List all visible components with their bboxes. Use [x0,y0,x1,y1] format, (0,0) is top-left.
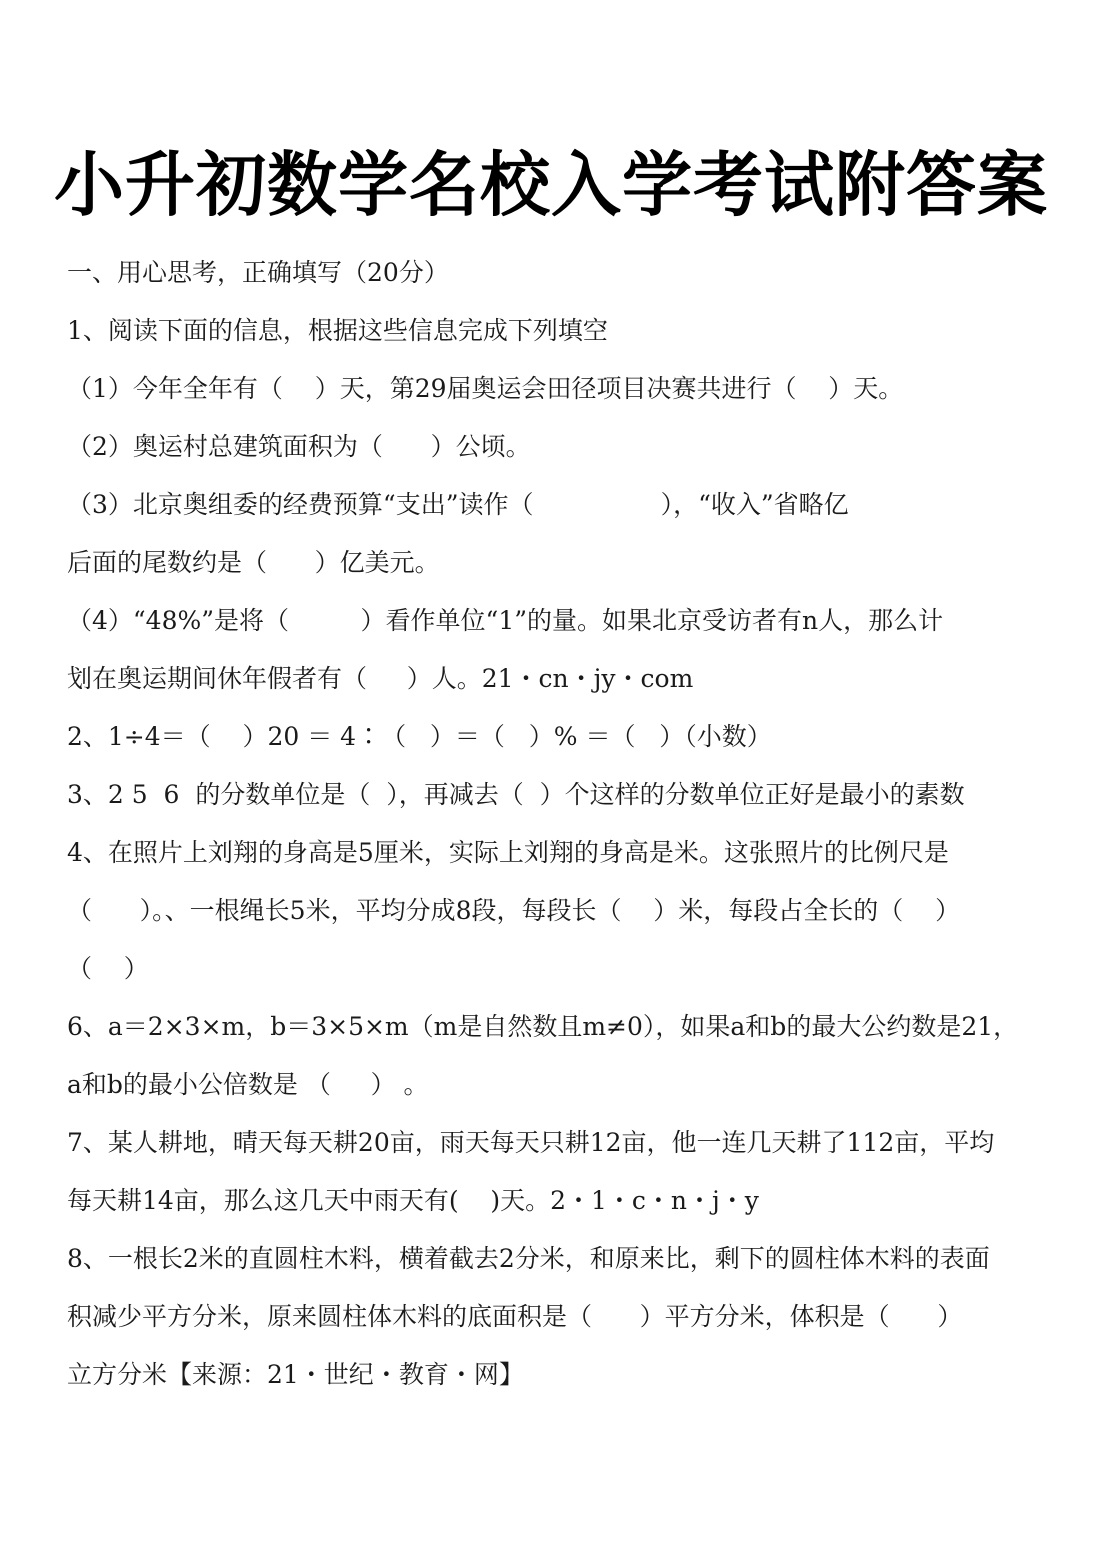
question-6-cont: a和b的最小公倍数是 （ ） 。 [67,1070,429,1099]
question-7: 7、某人耕地，晴天每天耕20亩，雨天每天只耕12亩，他一连几天耕了112亩，平均 [67,1128,995,1157]
question-3: 3、2 5 6 的分数单位是（ ），再减去（ ）个这样的分数单位正好是最小的素数 [67,780,965,809]
question-1-part-3: （3）北京奥组委的经费预算“支出”读作（ ），“收入”省略亿 [67,490,849,519]
question-4-cont-2: （ ） [67,954,149,983]
question-6: 6、a＝2×3×m，b＝3×5×m（m是自然数且m≠0），如果a和b的最大公约数是21， [67,1012,1019,1041]
question-1-part-2: （2）奥运村总建筑面积为（ ）公顷。 [67,432,531,461]
page-title: 小升初数学名校入学考试附答案 [54,144,1048,226]
question-2: 2、1÷4＝（ ）20 ＝ 4∶（ ）＝（ ）% ＝（ ）（小数） [67,722,772,751]
question-7-cont: 每天耕14亩，那么这几天中雨天有( )天。2・1・c・n・j・y [67,1186,759,1215]
question-4: 4、在照片上刘翔的身高是5厘米，实际上刘翔的身高是米。这张照片的比例尺是 [67,838,949,867]
question-4-cont: （ ）。、一根绳长5米，平均分成8段，每段长（ ）米，每段占全长的（ ） [67,896,961,925]
question-1-part-1: （1）今年全年有（ ）天，第29届奥运会田径项目决赛共进行（ ）天。 [67,374,904,403]
section-heading: 一、用心思考，正确填写（20分） [67,258,449,287]
question-1-part-4-cont: 划在奥运期间休年假者有（ ）人。21・cn・jy・com [67,664,694,693]
question-8: 8、一根长2米的直圆柱木料，横着截去2分米，和原来比，剩下的圆柱体木料的表面 [67,1244,990,1273]
question-1-part-3-cont: 后面的尾数约是（ ）亿美元。 [67,548,440,577]
question-1-stem: 1、阅读下面的信息，根据这些信息完成下列填空 [67,316,608,345]
question-8-cont: 积减少平方分米，原来圆柱体木料的底面积是（ ）平方分米，体积是（ ） [67,1302,963,1331]
question-8-cont-2: 立方分米【来源：21・世纪・教育・网】 [67,1360,524,1389]
question-1-part-4: （4）“48%”是将（ ）看作单位“1”的量。如果北京受访者有n人，那么计 [67,606,944,635]
